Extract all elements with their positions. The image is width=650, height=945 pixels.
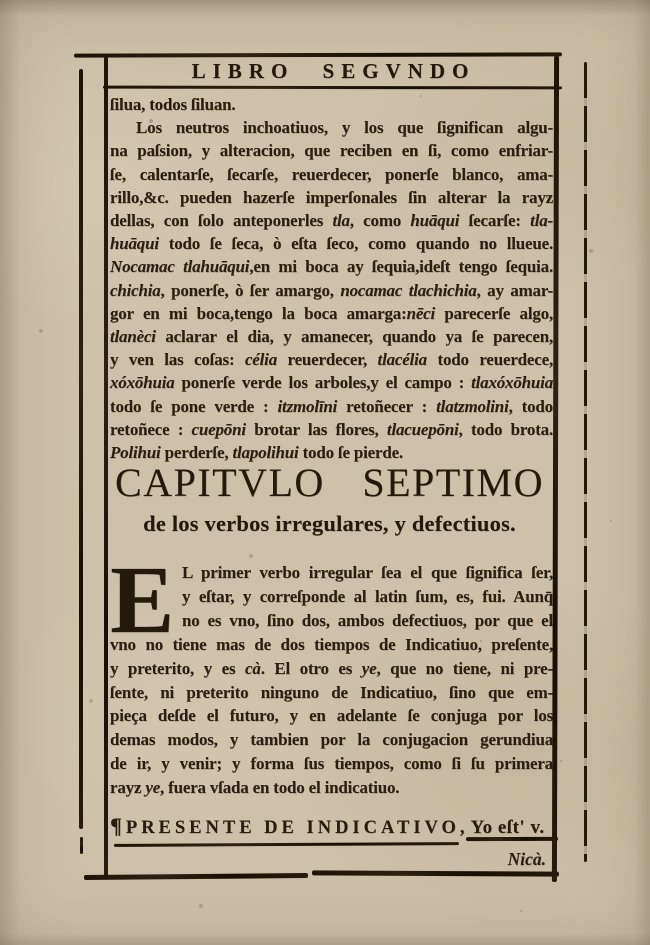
text-line [110, 255, 553, 278]
nahuatl-italic-word: nocamac tlachichia [340, 280, 477, 300]
nahuatl-italic-word: célia [244, 350, 277, 370]
nahuatl-italic-word: Polihui [110, 443, 161, 463]
text-segment: y preterito, y es [110, 658, 246, 678]
text-segment: , todo brota. [458, 419, 554, 439]
nahuatl-italic-word: tlaxóxōhuia [471, 373, 553, 393]
text-line [110, 93, 553, 116]
running-header: LIBRO SEGVNDO [191, 59, 476, 83]
text-line [110, 728, 553, 752]
nahuatl-italic-word: tla- [530, 211, 553, 231]
text-line [110, 657, 553, 681]
text-line [110, 116, 553, 139]
text-line [110, 209, 553, 232]
frame-rule-bottom-right [312, 870, 559, 876]
text-line [110, 232, 553, 255]
text-line [110, 609, 553, 633]
text-line [110, 704, 553, 728]
text-segment: parecerſe algo, [435, 303, 553, 323]
text-segment: Los neutros inchoatiuos, y los que ſignifican algu- [136, 118, 553, 138]
text-segment: pieça deſde el futuro, y en adelante ſe conjuga por los [110, 706, 553, 726]
chapter-subtitle: de los verbos irregulares, y defectiuos. [143, 511, 516, 536]
nahuatl-italic-word: cuepōni [191, 419, 246, 439]
text-line [110, 418, 553, 441]
text-segment: ſilua, todos ſiluan. [110, 95, 236, 114]
frame-rule-bottom-left [84, 873, 308, 880]
text-line [110, 561, 553, 585]
presente-heading [110, 813, 553, 839]
chapter-title: CAPITVLO SEPTIMO [115, 460, 544, 505]
text-segment: perderſe, [160, 443, 233, 463]
nahuatl-italic-word: tlatzmolini [436, 396, 509, 416]
text-segment: no es vno, ſino dos, ambos defectiuos, por que el [182, 610, 553, 630]
chapter-heading-block [104, 460, 555, 537]
nahuatl-italic-word: tlacuepōni [386, 419, 459, 439]
nahuatl-italic-word: xóxōhuia [110, 373, 175, 393]
pilcrow-mark: ¶ [110, 813, 122, 838]
text-segment: , fuera vſada en todo el indicatiuo. [160, 778, 400, 798]
nahuatl-italic-word: ye [361, 658, 377, 678]
text-segment: rillo,&c. pueden hazerſe imperſonales ſin alterar la rayz [110, 187, 553, 207]
nahuatl-italic-word: tla [332, 211, 350, 231]
text-line [110, 279, 553, 302]
nahuatl-italic-word: Nocamac tlahuāqui [110, 257, 250, 277]
text-line [110, 348, 553, 371]
text-line [110, 163, 553, 186]
text-segment: ,en mi boca ay ſequia,ideſt tengo ſequia. [249, 257, 553, 277]
text-segment: dellas, con ſolo anteponerles [110, 211, 333, 231]
nahuatl-italic-word: cà [245, 658, 261, 678]
text-segment: ponerſe verde los arboles,y el campo : [174, 373, 472, 393]
text-segment: , ponerſe, ò ſer amargo, [160, 280, 341, 300]
text-segment: L primer verbo irregular ſea el que ſignifica ſer, [182, 563, 553, 582]
text-line [110, 395, 553, 418]
text-line [110, 752, 553, 776]
text-segment: todo ſe ſeca, ò eſta ſeco, como quando no llueue. [158, 234, 553, 254]
paragraph-verbos-neutros [110, 93, 553, 464]
text-segment: brotar las flores, [245, 419, 387, 439]
text-segment: , como [349, 211, 411, 231]
text-segment: , todo [508, 396, 553, 416]
text-segment: y eſtar, y correſponde al latin ſum, es, fui. Aunq̄ [182, 586, 553, 606]
text-segment: demas modos, y tambien por la conjugacion gerundiua [110, 730, 553, 750]
text-line [110, 186, 553, 209]
frame-rule-left-outer [79, 69, 83, 829]
text-segment: todo ſe pone verde : [110, 396, 278, 416]
text-segment: vno no tiene mas de dos tiempos de Indicatiuo, preſente, [110, 634, 553, 654]
nahuatl-italic-word: tlapolihui [232, 443, 299, 463]
text-line [110, 325, 553, 348]
frame-rule-top [74, 52, 562, 57]
drop-cap-initial: E [110, 546, 174, 653]
text-segment: ſe, calentarſe, ſecarſe, reuerdecer, ponerſe blanco, ama- [110, 164, 553, 184]
nahuatl-italic-word: nēci [406, 303, 436, 323]
header-underline-rule [103, 86, 562, 90]
nahuatl-italic-word: itzmolīni [277, 396, 338, 416]
presente-underline-rule-left [114, 842, 459, 847]
nahuatl-italic-word: tlanèci [110, 327, 156, 347]
nahuatl-italic-word: huāqui [410, 211, 460, 231]
text-segment: retoñecer : [337, 396, 437, 416]
presente-tail-label: Yo eſt' v. [470, 817, 545, 838]
text-segment: . El otro es [260, 658, 362, 678]
text-line [110, 633, 553, 657]
presente-caps-label: PRESENTE DE INDICATIVO, [125, 818, 469, 838]
text-segment: todo reuerdece, [426, 350, 554, 370]
frame-rule-right-outer [584, 62, 587, 862]
frame-rule-left-outer-dash [80, 837, 83, 854]
nahuatl-italic-word: huāqui [110, 234, 159, 254]
text-segment: reuerdecer, [277, 350, 378, 370]
text-line [110, 371, 553, 394]
text-segment: gor en mi boca,tengo la boca amarga: [110, 303, 407, 323]
text-segment: ſente, ni preterito ninguno de Indicatiuo, ſino que em- [110, 682, 553, 702]
text-line [110, 139, 553, 162]
catchword: Nicà. [507, 849, 546, 869]
text-segment: retoñece : [110, 419, 192, 439]
text-line [110, 776, 553, 800]
text-line [110, 302, 553, 325]
text-segment: todo ſe pierde. [298, 443, 403, 463]
nahuatl-italic-word: chichia [110, 280, 161, 300]
nahuatl-italic-word: ye [145, 778, 161, 798]
text-segment: y ven las coſas: [110, 350, 245, 370]
text-line [110, 585, 553, 609]
nahuatl-italic-word: tlacélia [377, 350, 427, 370]
paper-specks [0, 0, 2, 2]
text-segment: ſecarſe: [459, 211, 531, 231]
text-segment: rayz [110, 778, 146, 798]
text-segment: aclarar el dia, y amanecer, quando ya ſe parecen, [155, 327, 553, 347]
paragraph-primer-verbo [110, 546, 553, 800]
text-segment: de ir, y venir; y forma ſus tiempos, como ſi ſu primera [110, 754, 553, 774]
text-segment: , que no tiene, ni pre- [376, 658, 553, 678]
text-segment: , ay amar- [476, 280, 554, 300]
text-segment: na paſsion, y alteracion, que reciben en ſi, como enfriar- [110, 141, 553, 161]
text-line [110, 681, 553, 705]
